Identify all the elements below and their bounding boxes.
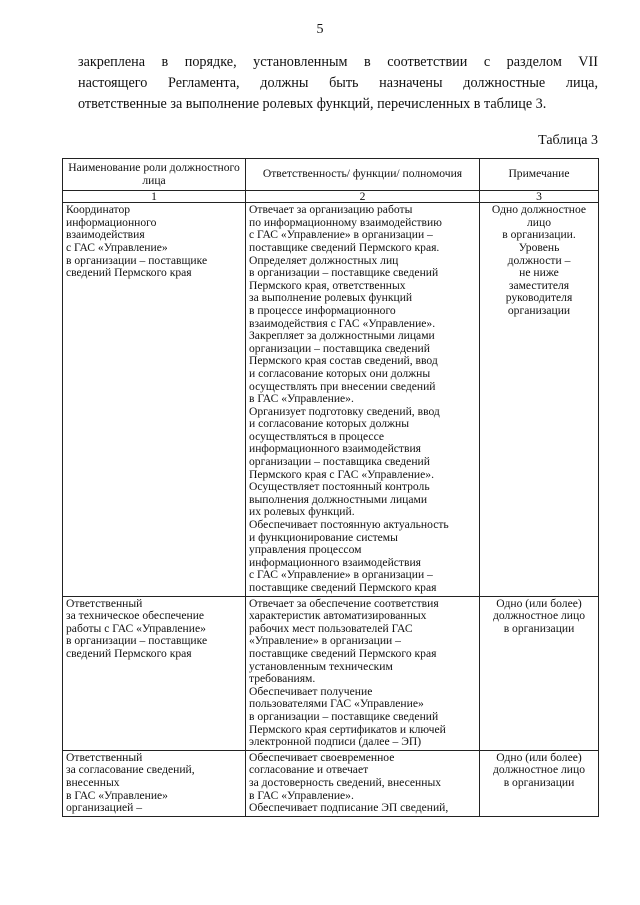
functions-line: поставщике сведений Пермского края bbox=[249, 581, 437, 594]
functions-line: за выполнение ролевых функций bbox=[249, 291, 413, 305]
role-line: работы с ГАС «Управление» bbox=[66, 621, 206, 635]
note-cell bbox=[480, 596, 599, 750]
role-line: Координатор bbox=[66, 203, 131, 217]
header-role: Наименование роли должностного лица bbox=[63, 159, 246, 191]
functions-line: требованиям. bbox=[249, 672, 316, 686]
note-cell bbox=[480, 203, 599, 596]
intro-line: закреплена в порядке, установленным в соответствии с разделом VII bbox=[78, 54, 598, 70]
functions-line: согласование и отвечает bbox=[249, 763, 369, 777]
note-line: заместителя bbox=[508, 278, 570, 292]
functions-line: установленным техническим bbox=[249, 659, 393, 673]
note-line: Одно (или более) bbox=[496, 750, 582, 764]
note-line: Одно (или более) bbox=[496, 596, 582, 610]
functions-line: взаимодействия с ГАС «Управление». bbox=[249, 316, 436, 330]
role-line: взаимодействия bbox=[66, 228, 145, 242]
column-number: 3 bbox=[480, 191, 599, 203]
functions-line: и согласование которых должны bbox=[249, 417, 410, 431]
role-line: за согласование сведений, bbox=[66, 763, 195, 777]
role-line: Ответственный bbox=[66, 750, 143, 764]
note-line: должности – bbox=[507, 253, 571, 267]
functions-line: Обеспечивает своевременное bbox=[249, 750, 395, 764]
functions-cell bbox=[246, 596, 480, 750]
role-line: за техническое обеспечение bbox=[66, 609, 205, 623]
functions-line: Осуществляет постоянный контроль bbox=[249, 480, 430, 494]
functions-line: организации – поставщика сведений bbox=[249, 455, 430, 469]
functions-line: Отвечает за обеспечение соответствия bbox=[249, 596, 439, 610]
note-line: Одно должностное bbox=[491, 203, 587, 217]
functions-line: и функционирование системы bbox=[249, 530, 398, 544]
table-row bbox=[63, 750, 599, 816]
role-cell bbox=[63, 750, 246, 816]
functions-line: осуществлять при внесении сведений bbox=[249, 379, 436, 393]
note-line: в организации bbox=[503, 775, 575, 789]
functions-line: Закрепляет за должностными лицами bbox=[249, 329, 435, 343]
table-row bbox=[63, 596, 599, 750]
note-line: в организации bbox=[503, 621, 575, 635]
role-cell bbox=[63, 596, 246, 750]
functions-line: Обеспечивает получение bbox=[249, 684, 373, 698]
functions-line: по информационному взаимодействию bbox=[249, 215, 442, 229]
role-line: в ГАС «Управление» bbox=[66, 788, 168, 802]
functions-line: Пермского края с ГАС «Управление». bbox=[249, 467, 434, 481]
functions-line: Пермского края сертификатов и ключей bbox=[249, 722, 446, 736]
note-line: в организации. bbox=[502, 228, 576, 242]
functions-line: Пермского края состав сведений, ввод bbox=[249, 354, 438, 368]
role-line: внесенных bbox=[66, 775, 120, 789]
header-functions: Ответственность/ функции/ полномочия bbox=[246, 159, 480, 191]
column-number: 2 bbox=[246, 191, 480, 203]
functions-line: Обеспечивает постоянную актуальность bbox=[249, 518, 449, 532]
intro-line: настоящего Регламента, должны быть назначены должностные лица, bbox=[78, 75, 598, 91]
roles-table bbox=[62, 158, 599, 817]
note-line: должностное лицо bbox=[492, 763, 586, 777]
functions-line: за достоверность сведений, внесенных bbox=[249, 775, 442, 789]
functions-line: Отвечает за организацию работы bbox=[249, 203, 413, 217]
functions-line: с ГАС «Управление» в организации – bbox=[249, 228, 433, 242]
role-line: сведений Пермского края bbox=[66, 646, 192, 660]
table-row bbox=[63, 203, 599, 596]
page-number: 5 bbox=[316, 22, 324, 37]
functions-line: в ГАС «Управление». bbox=[249, 788, 354, 802]
functions-line: с ГАС «Управление» в организации – bbox=[249, 568, 433, 582]
note-line: лицо bbox=[527, 215, 551, 229]
functions-line: в организации – поставщике сведений bbox=[249, 266, 439, 280]
role-line: информационного bbox=[66, 215, 157, 229]
functions-line: Пермского края, ответственных bbox=[249, 278, 406, 292]
functions-line: в организации – поставщике сведений bbox=[249, 709, 439, 723]
role-line: организацией – bbox=[66, 801, 143, 815]
functions-line: рабочих мест пользователей ГАС bbox=[249, 621, 413, 635]
functions-line: Обеспечивает подписание ЭП сведений, bbox=[249, 801, 449, 815]
note-line: Уровень bbox=[518, 240, 560, 254]
functions-line: пользователями ГАС «Управление» bbox=[249, 697, 424, 711]
functions-line: организации – поставщика сведений bbox=[249, 341, 430, 355]
functions-line: Организует подготовку сведений, ввод bbox=[249, 404, 440, 418]
functions-line: в процессе информационного bbox=[249, 303, 396, 317]
column-number: 1 bbox=[63, 191, 246, 203]
functions-line: Определяет должностных лиц bbox=[249, 253, 399, 267]
functions-cell bbox=[246, 203, 480, 596]
header-note: Примечание bbox=[480, 159, 599, 191]
role-line: Ответственный bbox=[66, 596, 143, 610]
column-number-row bbox=[63, 191, 599, 203]
functions-line: «Управление» в организации – bbox=[249, 634, 401, 648]
functions-line: поставщике сведений Пермского края. bbox=[249, 240, 440, 254]
role-line: в организации – поставщике bbox=[66, 634, 208, 648]
note-line: должностное лицо bbox=[492, 609, 586, 623]
intro-line: ответственные за выполнение ролевых функций, перечисленных в таблице 3. bbox=[78, 96, 547, 112]
functions-line: управления процессом bbox=[249, 543, 362, 557]
functions-line: электронной подписи (далее – ЭП) bbox=[249, 735, 422, 749]
functions-line: и согласование которых они должны bbox=[249, 366, 431, 380]
functions-line: их ролевых функций. bbox=[249, 505, 355, 519]
functions-line: в ГАС «Управление». bbox=[249, 392, 354, 406]
functions-cell bbox=[246, 750, 480, 816]
note-line: руководителя bbox=[505, 291, 573, 305]
functions-line: характеристик автоматизированных bbox=[249, 609, 427, 623]
role-line: с ГАС «Управление» bbox=[66, 240, 168, 254]
note-cell bbox=[480, 750, 599, 816]
role-line: сведений Пермского края bbox=[66, 266, 192, 280]
functions-line: выполнения должностными лицами bbox=[249, 492, 428, 506]
note-line: не ниже bbox=[519, 266, 559, 280]
functions-line: поставщике сведений Пермского края bbox=[249, 646, 437, 660]
table-header-row bbox=[63, 159, 599, 191]
role-cell bbox=[63, 203, 246, 596]
role-line: в организации – поставщике bbox=[66, 253, 208, 267]
note-line: организации bbox=[507, 303, 571, 317]
intro-paragraph bbox=[78, 52, 598, 115]
functions-line: осуществляться в процессе bbox=[249, 429, 385, 443]
functions-line: информационного взаимодействия bbox=[249, 555, 421, 569]
table-caption: Таблица 3 bbox=[538, 133, 598, 148]
functions-line: информационного взаимодействия bbox=[249, 442, 421, 456]
